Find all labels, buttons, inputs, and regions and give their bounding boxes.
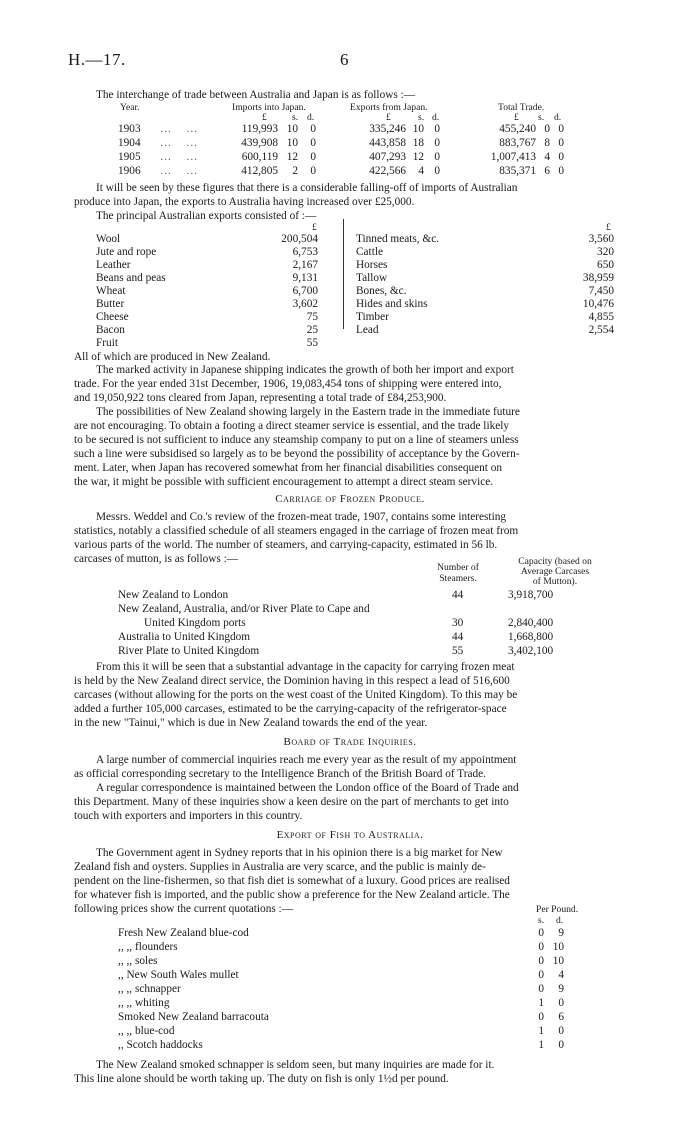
unit-s: s. (538, 915, 545, 926)
fish-line: pendent on the line-fishermen, so that fish diet is somewhat of a luxury. Good prices are realised (74, 875, 510, 887)
export-value: 3,602 (292, 298, 318, 310)
col-steamers-header: Steamers. (439, 573, 477, 584)
col-capacity-header: Capacity (based on (518, 556, 592, 567)
advantage-line: in the new "Tainui," which is due in New Zealand towards the end of the year. (74, 717, 428, 729)
trade-row-imports-s: 12 (286, 151, 298, 163)
unit-pound: £ (312, 222, 317, 233)
trade-row-total-d: 0 (558, 165, 564, 177)
trade-row-exports: 422,566 (369, 165, 406, 177)
frozen-line: statistics, notably a classified schedule of all steamers engaged in the carriage of frozen meat from (74, 525, 519, 537)
board-line: A regular correspondence is maintained between the London office of the Board of Trade and (96, 782, 519, 794)
fish-price-d: 4 (558, 969, 564, 981)
trade-row-total-d: 0 (558, 123, 564, 135)
export-value: 6,700 (292, 285, 318, 297)
export-value: 7,450 (588, 285, 614, 297)
trade-row-exports: 335,246 (369, 123, 406, 135)
trade-row-total-s: 6 (544, 165, 550, 177)
export-value: 75 (306, 311, 318, 323)
trade-row-total-s: 0 (544, 123, 550, 135)
trade-row-total: 883,767 (499, 137, 536, 149)
trade-row-imports: 412,805 (241, 165, 278, 177)
export-value: 25 (306, 324, 318, 336)
fish-price-d: 9 (558, 927, 564, 939)
route-capacity: 3,402,100 (508, 645, 554, 657)
fish-price-s: 0 (538, 1011, 544, 1023)
trade-row-total: 835,371 (499, 165, 536, 177)
route-steamers: 55 (452, 645, 464, 657)
export-item: Wool (96, 233, 121, 245)
export-item: Cheese (96, 311, 129, 323)
trade-row-total-s: 4 (544, 151, 550, 163)
page-number: 6 (340, 50, 349, 69)
advantage-line: carcases (without allowing for the ports on the west coast of the United Kingdom). To this may be (74, 689, 518, 701)
trade-row-exports-d: 0 (434, 123, 440, 135)
board-line: touch with exporters and importers in this country. (74, 810, 303, 822)
frozen-line: carcases of mutton, is as follows :— (74, 553, 239, 565)
unit-pound: £ (606, 222, 611, 233)
trade-row-imports: 600,119 (241, 151, 278, 163)
fish-price-d: 6 (558, 1011, 564, 1023)
possibilities-line: to be secured is not sufficient to induce any steamship company to put on a line of steamers unless (74, 434, 519, 446)
leader-dots: … … (160, 151, 204, 163)
export-item: Tallow (356, 272, 388, 284)
export-item: Beans and peas (96, 272, 166, 284)
col-imports-header: Imports into Japan. (232, 102, 306, 113)
fish-price-d: 10 (552, 941, 564, 953)
document-reference: H.—17. (68, 50, 126, 69)
export-value: 200,504 (281, 233, 318, 245)
fish-line: Zealand fish and oysters. Supplies in Australia are very scarce, and the public is mainly de- (74, 861, 486, 873)
trade-row-imports-s: 2 (292, 165, 298, 177)
fish-price-d: 10 (552, 955, 564, 967)
fish-price-s: 1 (538, 997, 544, 1009)
trade-row-imports-s: 10 (286, 123, 298, 135)
route-steamers: 30 (452, 617, 464, 629)
col-steamers-header: Number of (437, 562, 479, 573)
fish-item: ,, New South Wales mullet (118, 969, 239, 981)
closing-line: This line alone should be worth taking up. The duty on fish is only 1½d per pound. (74, 1073, 449, 1085)
possibilities-line: ment. Later, when Japan has recovered somewhat from her financial disabilities consequent on (74, 462, 503, 474)
fish-item: ,, ,, whiting (118, 997, 170, 1009)
unit-d: d. (554, 112, 562, 123)
trade-row-year: 1906 (118, 165, 141, 177)
advantage-line: is held by the New Zealand direct service, the Dominion having in this respect a lead of 516,600 (74, 675, 510, 687)
leader-dots: … … (160, 123, 204, 135)
board-line: A large number of commercial inquiries reach me every year as the result of my appointment (96, 754, 517, 766)
trade-row-imports: 119,993 (241, 123, 278, 135)
export-value: 55 (306, 337, 318, 349)
unit-s: s. (292, 112, 299, 123)
col-exports-header: Exports from Japan. (350, 102, 428, 113)
falling-off-line: It will be seen by these figures that there is a considerable falling-off of imports of Australian (96, 182, 518, 194)
fish-price-d: 9 (558, 983, 564, 995)
export-item: Bones, &c. (356, 285, 407, 297)
export-item: Tinned meats, &c. (356, 233, 440, 245)
unit-s: s. (538, 112, 545, 123)
frozen-produce-heading: Carriage of Frozen Produce. (275, 493, 425, 505)
col-capacity-header: Average Carcases (520, 566, 590, 577)
trade-row-exports-d: 0 (434, 165, 440, 177)
export-item: Butter (96, 298, 125, 310)
unit-d: d. (432, 112, 440, 123)
trade-row-year: 1905 (118, 151, 141, 163)
fish-price-s: 1 (538, 1039, 544, 1051)
route-capacity: 1,668,800 (508, 631, 554, 643)
fish-line: The Government agent in Sydney reports that in his opinion there is a big market for New (96, 847, 503, 859)
fish-price-s: 0 (538, 969, 544, 981)
export-value: 38,959 (582, 272, 614, 284)
trade-row-imports-d: 0 (310, 123, 316, 135)
route-label: New Zealand to London (118, 589, 229, 601)
route-label: River Plate to United Kingdom (118, 645, 260, 657)
trade-row-imports-d: 0 (310, 165, 316, 177)
leader-dots: … … (160, 137, 204, 149)
possibilities-line: such a line were subsidised so largely as to be beyond the possibility of acceptance by the Govern- (74, 448, 520, 460)
board-line: as official corresponding secretary to the Intelligence Branch of the British Board of Trade. (74, 768, 487, 780)
export-value: 320 (597, 246, 614, 258)
fish-price-s: 0 (538, 955, 544, 967)
trade-row-exports-s: 18 (412, 137, 424, 149)
fish-item: ,, Scotch haddocks (118, 1039, 203, 1051)
fish-line: for whatever fish is imported, and the public show a preference for the New Zealand article. The (74, 889, 510, 901)
trade-row-total-d: 0 (558, 137, 564, 149)
possibilities-line: the war, it might be possible with sufficient encouragement to attempt a direct steam service. (74, 476, 494, 488)
col-year-header: Year. (120, 102, 140, 113)
advantage-line: added a further 105,000 carcases, estimated to be the carrying-capacity of the refrigerator-space (74, 703, 507, 715)
column-divider (343, 219, 344, 329)
shipping-line: and 19,050,922 tons cleared from Japan, representing a total trade of £84,253,900. (74, 392, 447, 404)
trade-row-exports-s: 4 (418, 165, 424, 177)
trade-row-exports: 443,858 (369, 137, 406, 149)
fish-line: following prices show the current quotations :— (74, 903, 293, 915)
board-line: this Department. Many of these inquiries show a keen desire on the part of merchants to get into (74, 796, 509, 808)
trade-row-imports-d: 0 (310, 137, 316, 149)
export-item: Fruit (96, 337, 118, 349)
fish-item: ,, ,, flounders (118, 941, 178, 953)
fish-price-d: 0 (558, 997, 564, 1009)
trade-row-exports-s: 10 (412, 123, 424, 135)
export-item: Jute and rope (96, 246, 157, 258)
fish-price-s: 0 (538, 941, 544, 953)
fish-price-s: 1 (538, 1025, 544, 1037)
export-value: 10,476 (582, 298, 614, 310)
route-steamers: 44 (452, 631, 464, 643)
fish-item: Smoked New Zealand barracouta (118, 1011, 269, 1023)
fish-price-d: 0 (558, 1039, 564, 1051)
export-value: 4,855 (588, 311, 614, 323)
fish-price-s: 0 (538, 983, 544, 995)
route-label-cont: United Kingdom ports (144, 617, 246, 629)
trade-row-year: 1904 (118, 137, 141, 149)
board-of-trade-heading: Board of Trade Inquiries. (283, 736, 417, 748)
export-item: Hides and skins (356, 298, 428, 310)
trade-row-exports-d: 0 (434, 151, 440, 163)
unit-d: d. (556, 915, 564, 926)
export-item: Timber (356, 311, 389, 323)
export-item: Lead (356, 324, 379, 336)
trade-row-exports-d: 0 (434, 137, 440, 149)
col-capacity-header: of Mutton). (532, 576, 578, 587)
fish-price-d: 0 (558, 1025, 564, 1037)
per-pound-header: Per Pound. (536, 904, 579, 915)
trade-row-total-d: 0 (558, 151, 564, 163)
export-item: Wheat (96, 285, 126, 297)
trade-row-total-s: 8 (544, 137, 550, 149)
export-value: 2,167 (292, 259, 318, 271)
export-value: 6,753 (292, 246, 318, 258)
route-capacity: 3,918,700 (508, 589, 554, 601)
advantage-line: From this it will be seen that a substantial advantage in the capacity for carrying frozen meat (96, 661, 515, 673)
unit-pound: £ (262, 112, 267, 123)
fish-export-heading: Export of Fish to Australia. (276, 829, 424, 841)
col-total-header: Total Trade. (498, 102, 545, 113)
frozen-line: various parts of the world. The number of steamers, and carrying-capacity, estimated in 56 lb. (74, 539, 498, 551)
export-value: 9,131 (292, 272, 318, 284)
trade-intro: The interchange of trade between Australia and Japan is as follows :— (96, 89, 416, 101)
fish-item: Fresh New Zealand blue-cod (118, 927, 249, 939)
trade-row-imports-d: 0 (310, 151, 316, 163)
export-item: Leather (96, 259, 131, 271)
fish-item: ,, ,, schnapper (118, 983, 181, 995)
trade-row-total: 455,240 (499, 123, 536, 135)
fish-item: ,, ,, blue-cod (118, 1025, 175, 1037)
exports-intro: The principal Australian exports consisted of :— (96, 210, 317, 222)
trade-row-imports-s: 10 (286, 137, 298, 149)
trade-row-exports-s: 12 (412, 151, 424, 163)
unit-d: d. (307, 112, 315, 123)
shipping-line: trade. For the year ended 31st December, 1906, 19,083,454 tons of shipping were entered into, (74, 378, 502, 390)
export-item: Cattle (356, 246, 383, 258)
export-value: 3,560 (588, 233, 614, 245)
unit-s: s. (418, 112, 425, 123)
unit-pound: £ (386, 112, 391, 123)
unit-pound: £ (514, 112, 519, 123)
produced-note: All of which are produced in New Zealand. (74, 351, 271, 363)
route-label: New Zealand, Australia, and/or River Plate to Cape and (118, 603, 370, 615)
falling-off-line: produce into Japan, the exports to Australia having increased over £25,000. (74, 196, 415, 208)
fish-item: ,, ,, soles (118, 955, 158, 967)
export-item: Bacon (96, 324, 125, 336)
closing-line: The New Zealand smoked schnapper is seldom seen, but many inquiries are made for it. (96, 1059, 495, 1071)
export-value: 2,554 (588, 324, 614, 336)
trade-row-year: 1903 (118, 123, 141, 135)
leader-dots: … … (160, 165, 204, 177)
possibilities-line: The possibilities of New Zealand showing largely in the Eastern trade in the immediate future (96, 406, 520, 418)
route-steamers: 44 (452, 589, 464, 601)
export-value: 650 (597, 259, 614, 271)
frozen-line: Messrs. Weddel and Co.'s review of the frozen-meat trade, 1907, contains some interesting (96, 511, 507, 523)
route-label: Australia to United Kingdom (118, 631, 251, 643)
route-capacity: 2,840,400 (508, 617, 554, 629)
export-item: Horses (356, 259, 388, 271)
possibilities-line: are not encouraging. To obtain a footing a direct steamer service is essential, and the trade likely (74, 420, 510, 432)
shipping-line: The marked activity in Japanese shipping indicates the growth of both her import and export (96, 364, 514, 376)
trade-row-imports: 439,908 (241, 137, 278, 149)
trade-row-exports: 407,293 (369, 151, 406, 163)
trade-row-total: 1,007,413 (490, 151, 536, 163)
fish-price-s: 0 (538, 927, 544, 939)
